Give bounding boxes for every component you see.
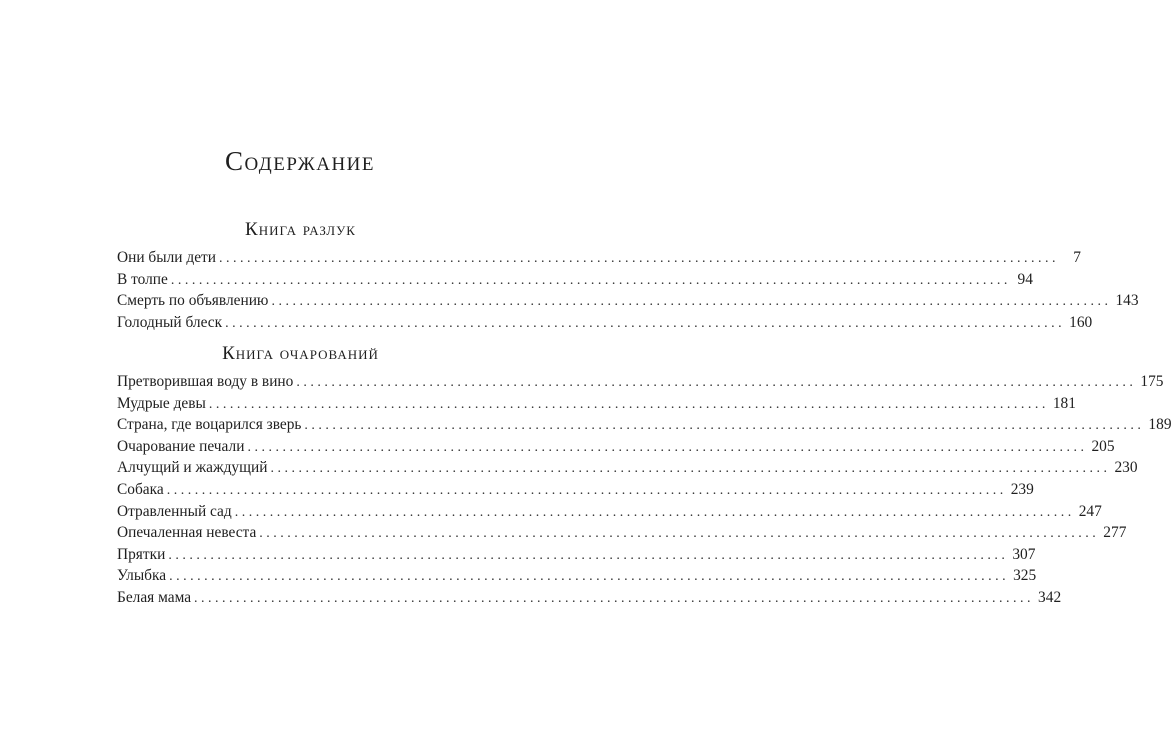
dot-leader: ........................................................................................................................ [270,461,1111,477]
dot-leader: ........................................................................................................................ [304,418,1145,434]
toc-entry[interactable] [117,247,1081,269]
toc-entry-page: 342 [1038,588,1062,606]
dot-leader: ........................................................................................................................ [271,294,1112,310]
toc-entry-title: Прятки [117,545,166,563]
toc-entry-title: Белая мама [117,588,192,606]
toc-entry[interactable] [117,587,1062,609]
toc-entry-title: Улыбка [117,567,167,585]
toc-entry[interactable] [117,501,1102,523]
toc-entry-title: Страна, где воцарился зверь [117,416,302,434]
toc-section-2 [117,340,1172,609]
dot-leader: ........................................................................................................................ [247,439,1088,455]
toc-entry-title: Очарование печали [117,437,245,455]
dot-leader: ........................................................................................................................ [169,569,1010,585]
section-heading: Книга очарований [222,343,379,364]
toc-entry-title: Опечаленная невеста [117,524,257,542]
dot-leader: ........................................................................................................................ [168,547,1009,563]
toc-entry-title: В толпе [117,270,168,288]
dot-leader: ........................................................................................................................ [259,526,1100,542]
toc-entry-page: 189 [1148,416,1172,434]
toc-entry[interactable] [117,457,1138,479]
section-heading: Книга разлук [245,219,356,240]
toc-entry[interactable] [117,436,1115,458]
toc-entry[interactable] [117,544,1036,566]
toc-entry-title: Голодный блеск [117,313,223,331]
dot-leader: ........................................................................................................................ [166,482,1007,498]
toc-entry-page: 307 [1012,545,1036,563]
toc-list [117,247,1139,333]
dot-leader: ........................................................................................................................ [194,590,1035,606]
dot-leader: ........................................................................................................................ [208,396,1049,412]
dot-leader: ........................................................................................................................ [170,272,1011,288]
toc-entry-title: Претворившая воду в вино [117,373,294,390]
toc-entry[interactable] [117,269,1033,291]
dot-leader: ........................................................................................................................ [225,315,1066,331]
toc-entry-title: Они были дети [117,249,216,266]
dot-leader: ........................................................................................................................ [296,375,1137,390]
dot-leader: ........................................................................................................................ [219,251,1059,266]
toc-entry-page: 181 [1052,394,1076,412]
toc-entry[interactable] [117,312,1093,334]
toc-entry-page: 94 [1017,270,1033,288]
toc-entry-page: 175 [1140,373,1164,390]
toc-entry-page: 205 [1091,437,1115,455]
toc-entry[interactable] [117,371,1164,393]
toc-entry-page: 230 [1114,459,1138,477]
toc-entry-page: 247 [1078,502,1102,520]
dot-leader: ........................................................................................................................ [234,504,1075,520]
page-title: Содержание [224,146,376,176]
toc-entry[interactable] [117,565,1037,587]
toc-list [117,371,1172,609]
toc-entry[interactable] [117,290,1139,312]
toc-entry-title: Отравленный сад [117,502,232,520]
toc-entry-page: 239 [1010,480,1034,498]
toc-entry-page: 160 [1069,313,1093,331]
toc-entry-page: 7 [1073,249,1081,266]
toc-entry[interactable] [117,522,1127,544]
toc-section-1 [117,216,1139,333]
toc-entry-title: Смерть по объявлению [117,292,269,310]
toc-entry-title: Алчущий и жаждущий [117,459,268,477]
toc-entry[interactable] [117,479,1034,501]
toc-entry-title: Собака [117,480,164,498]
toc-entry[interactable] [117,393,1076,415]
toc-entry[interactable] [117,414,1172,436]
toc-entry-page: 325 [1013,567,1037,585]
toc-entry-page: 277 [1103,524,1127,542]
toc-entry-page: 143 [1115,292,1139,310]
toc-entry-title: Мудрые девы [117,394,206,412]
